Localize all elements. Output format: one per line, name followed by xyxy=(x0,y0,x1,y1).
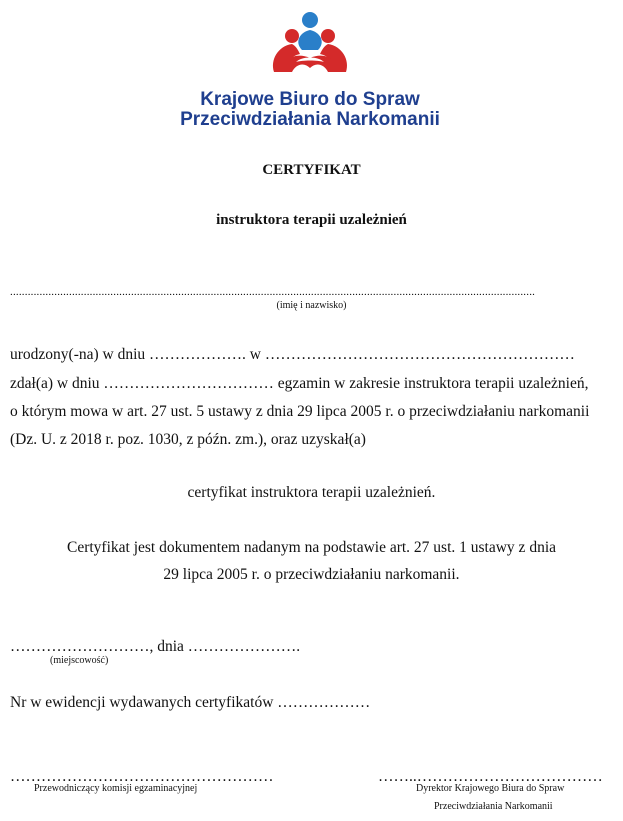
chairman-signature-caption: Przewodniczący komisji egzaminacyjnej xyxy=(34,783,198,794)
certificate-subtitle: instruktora terapii uzależnień xyxy=(216,212,407,228)
certificate-title: CERTYFIKAT xyxy=(262,162,361,178)
registry-number-line: Nr w ewidencji wydawanych certyfikatów ……………… xyxy=(10,694,371,711)
chairman-signature-dots: …………………………………………… xyxy=(10,768,274,785)
organization-name-line2: Przeciwdziałania Narkomanii xyxy=(180,109,440,130)
name-field-dots: .................................................................................................................................................................................. xyxy=(10,286,536,298)
place-caption: (miejscowość) xyxy=(50,655,109,666)
certificate-name: certyfikat instruktora terapii uzależnień. xyxy=(187,484,436,501)
organization-name-line1: Krajowe Biuro do Spraw xyxy=(200,89,420,110)
place-date-line: ………………………, dnia …………………. xyxy=(10,638,301,655)
birth-line: urodzony(-na) w dniu ………………. w …………………………………………………… xyxy=(10,346,575,363)
director-signature-caption-line2: Przeciwdziałania Narkomanii xyxy=(434,801,553,812)
basis-line2: 29 lipca 2005 r. o przeciwdziałaniu narkomanii. xyxy=(163,566,460,583)
legal-basis-line: o którym mowa w art. 27 ust. 5 ustawy z dnia 29 lipca 2005 r. o przeciwdziałaniu narkomanii xyxy=(10,403,590,420)
exam-line: zdał(a) w dniu …………………………… egzamin w zakresie instruktora terapii uzależnień, xyxy=(10,375,589,392)
name-field-caption: (imię i nazwisko) xyxy=(276,300,347,311)
journal-line: (Dz. U. z 2018 r. poz. 1030, z późn. zm.), oraz uzyskał(a) xyxy=(10,431,366,448)
basis-line1: Certyfikat jest dokumentem nadanym na podstawie art. 27 ust. 1 ustawy z dnia xyxy=(67,539,556,556)
people-logo-icon xyxy=(262,10,358,78)
director-signature-dots: ……..……………………………… xyxy=(378,768,603,785)
director-signature-caption-line1: Dyrektor Krajowego Biura do Spraw xyxy=(416,783,565,794)
